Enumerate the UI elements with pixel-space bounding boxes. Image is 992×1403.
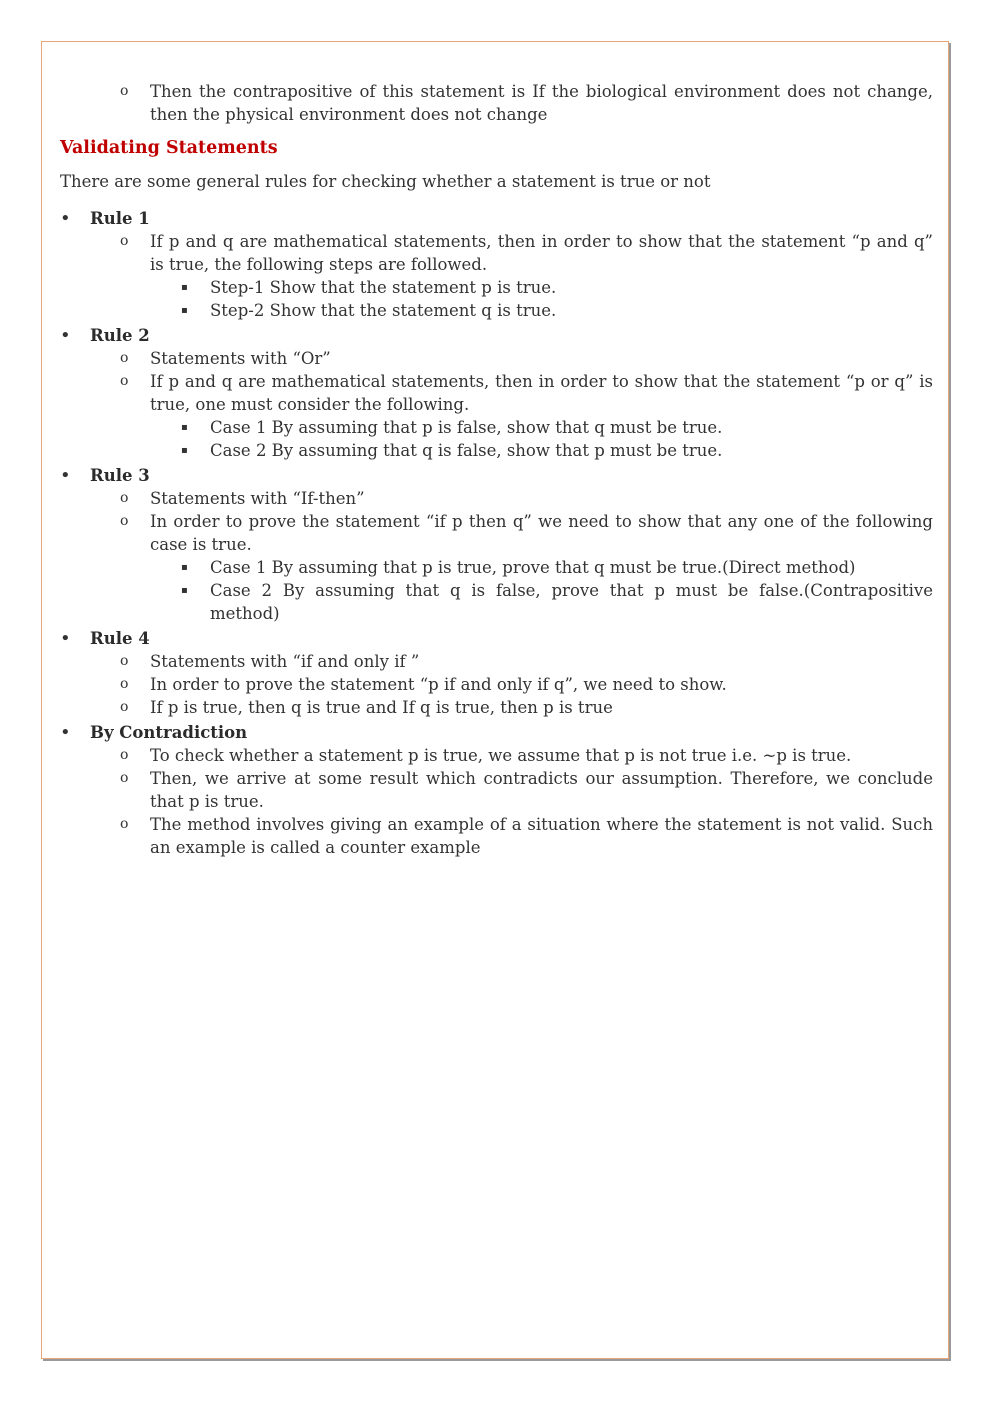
list-item-text: Statements with “if and only if ” <box>150 652 420 671</box>
circle-bullet-icon: o <box>120 816 129 832</box>
list-item-text: Then, we arrive at some result which contradicts our assumption. Therefore, we conclude that p is true. <box>150 769 933 811</box>
list-item <box>60 673 933 696</box>
square-bullet-icon: ▪ <box>181 585 188 596</box>
circle-bullet-icon: o <box>120 83 129 99</box>
circle-bullet-icon: o <box>120 770 129 786</box>
document-body <box>60 80 933 859</box>
list-item-text: To check whether a statement p is true, we assume that p is not true i.e. ~p is true. <box>150 746 852 765</box>
section-heading: Validating Statements <box>60 138 278 158</box>
sub-list-item <box>60 276 933 299</box>
rule-item <box>60 627 933 650</box>
intro-text: There are some general rules for checking whether a statement is true or not <box>60 172 711 191</box>
rule-title: Rule 1 <box>90 209 150 228</box>
circle-bullet-icon: o <box>120 373 129 389</box>
list-item-text: Statements with “Or” <box>150 349 331 368</box>
square-bullet-icon: ▪ <box>181 562 188 573</box>
list-item <box>60 813 933 859</box>
bullet-icon: • <box>60 722 71 743</box>
sub-list-item-text: Step-2 Show that the statement q is true. <box>210 301 557 320</box>
square-bullet-icon: ▪ <box>181 422 188 433</box>
bullet-icon: • <box>60 465 71 486</box>
sub-list-item-text: Case 2 By assuming that q is false, prove that p must be false.(Contrapositive method) <box>210 581 933 623</box>
rule-title: Rule 2 <box>90 326 150 345</box>
square-bullet-icon: ▪ <box>181 445 188 456</box>
list-item <box>60 744 933 767</box>
sub-list-item-text: Step-1 Show that the statement p is true. <box>210 278 557 297</box>
bullet-icon: • <box>60 325 71 346</box>
list-item <box>60 230 933 276</box>
rule-item <box>60 721 933 744</box>
rules-list <box>60 207 933 859</box>
circle-bullet-icon: o <box>120 350 129 366</box>
list-item <box>60 347 933 370</box>
list-item-text: Statements with “If-then” <box>150 489 365 508</box>
bullet-icon: • <box>60 208 71 229</box>
list-item-text: In order to prove the statement “if p then q” we need to show that any one of the following case is true. <box>150 512 933 554</box>
list-item-text: If p and q are mathematical statements, then in order to show that the statement “p and q” is true, the following steps are followed. <box>150 232 933 274</box>
list-item <box>60 510 933 556</box>
sub-list-item <box>60 579 933 625</box>
rule-item <box>60 464 933 487</box>
sub-list-item-text: Case 1 By assuming that p is true, prove that q must be true.(Direct method) <box>210 558 856 577</box>
rule-title: Rule 4 <box>90 629 150 648</box>
list-item <box>60 650 933 673</box>
sub-list-item <box>60 416 933 439</box>
rule-item <box>60 324 933 347</box>
list-item-text: The method involves giving an example of a situation where the statement is not valid. Such an example is called a counter example <box>150 815 933 857</box>
sub-list-item <box>60 556 933 579</box>
list-item <box>60 487 933 510</box>
list-item-text: In order to prove the statement “p if and only if q”, we need to show. <box>150 675 727 694</box>
list-item-text: If p and q are mathematical statements, then in order to show that the statement “p or q” is true, one must consider the following. <box>150 372 933 414</box>
list-item-text: If p is true, then q is true and If q is true, then p is true <box>150 698 613 717</box>
rule-title: By Contradiction <box>90 723 248 742</box>
bullet-icon: • <box>60 628 71 649</box>
list-item <box>60 696 933 719</box>
list-item <box>60 80 933 126</box>
circle-bullet-icon: o <box>120 653 129 669</box>
list-item <box>60 767 933 813</box>
circle-bullet-icon: o <box>120 747 129 763</box>
circle-bullet-icon: o <box>120 676 129 692</box>
list-item <box>60 370 933 416</box>
circle-bullet-icon: o <box>120 513 129 529</box>
rule-title: Rule 3 <box>90 466 150 485</box>
circle-bullet-icon: o <box>120 490 129 506</box>
sub-list-item <box>60 439 933 462</box>
square-bullet-icon: ▪ <box>181 305 188 316</box>
circle-bullet-icon: o <box>120 233 129 249</box>
sub-list-item-text: Case 2 By assuming that q is false, show that p must be true. <box>210 441 723 460</box>
circle-bullet-icon: o <box>120 699 129 715</box>
sub-list-item-text: Case 1 By assuming that p is false, show that q must be true. <box>210 418 723 437</box>
square-bullet-icon: ▪ <box>181 282 188 293</box>
lead-item-text: Then the contrapositive of this statement is If the biological environment does not change, then the physical environment does not change <box>150 82 933 124</box>
sub-list-item <box>60 299 933 322</box>
rule-item <box>60 207 933 230</box>
